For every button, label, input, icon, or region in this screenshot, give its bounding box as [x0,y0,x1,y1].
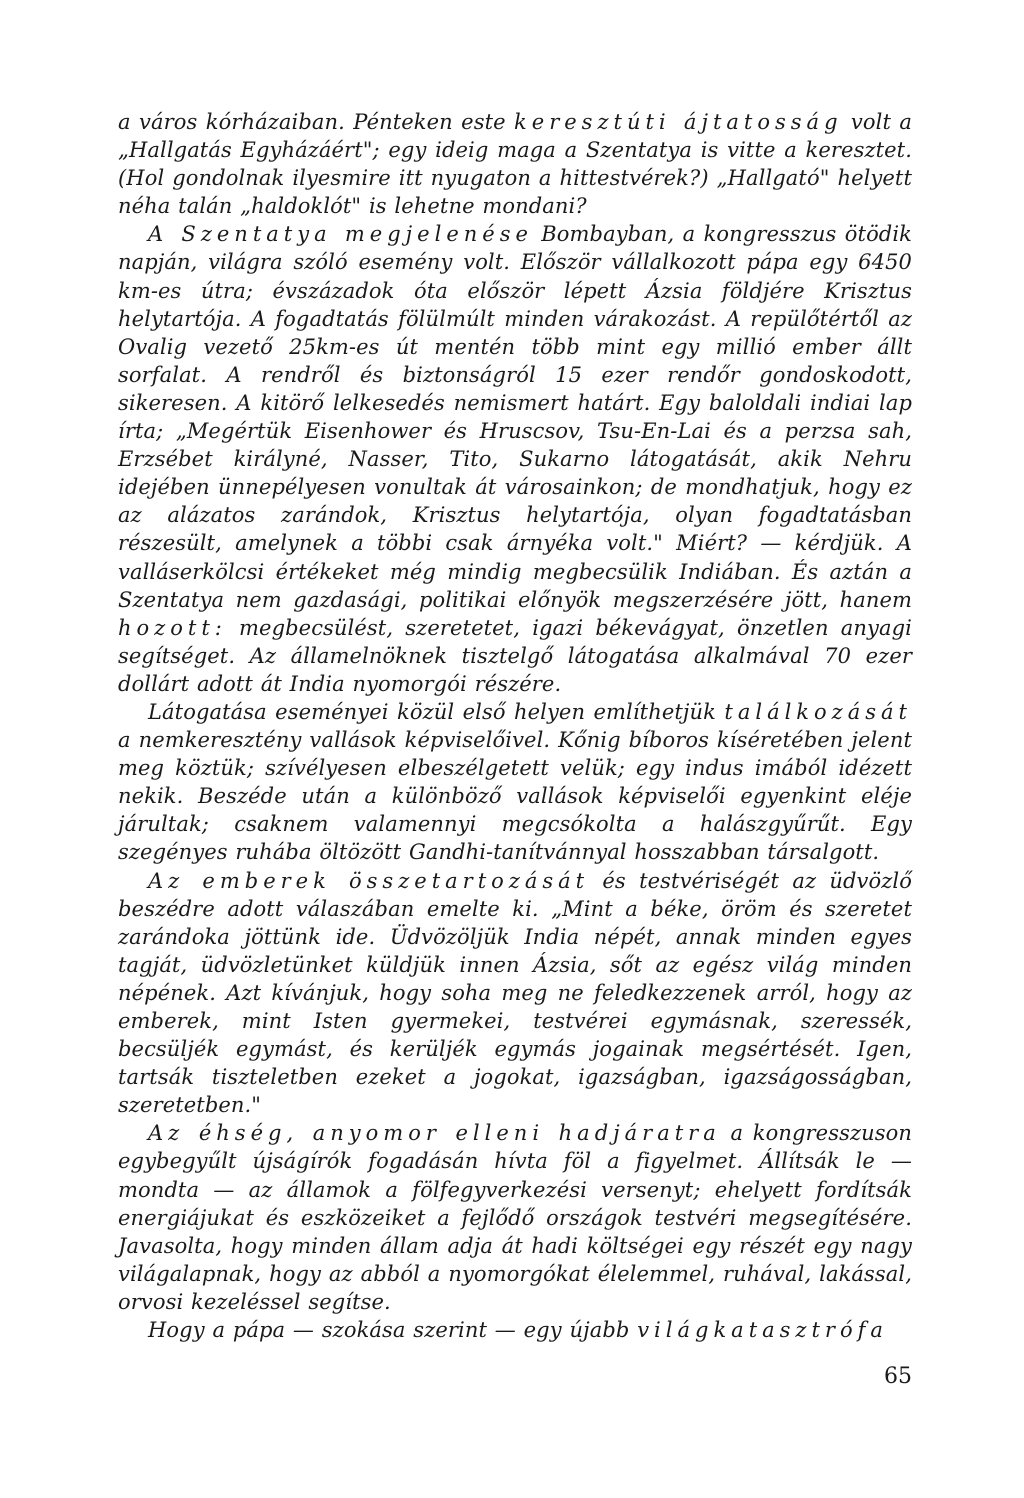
text-run: volt a „Hallgatás Egyházáért"; egy ideig maga a Szentatya is vitte a keresztet. (Hol gondolnak ilyesmire itt nyugaton a hittestvérek?) „Hallgató" helyett néha talán „haldoklót" is lehetne mondani? [118,110,912,219]
text-run: a kongresszuson egybegyűlt újságírók fogadásán hívta föl a figyelmet. Állítsák le — mondta — az államok a fölfegyverkezési versenyt; ehelyett fordítsák energiájukat és eszközeiket a fejlődő országok testvéri megsegítésére. Javasolta, hogy minden állam adja át hadi költségei egy részét egy nagy világalapnak, hogy az abból a nyomorgókat élelemmel, ruhával, lakással, orvosi kezeléssel segítse. [118,1121,912,1314]
spaced-emphasis: világkatasztrófa [637,1318,888,1343]
paragraph-5 [118,1119,912,1316]
paragraph-6 [118,1316,912,1344]
spaced-emphasis: hozott: [118,615,227,640]
spaced-emphasis: találkozását [724,699,912,724]
page-body [118,108,912,1344]
spaced-emphasis: Az emberek összetartozását [148,868,590,893]
page-number: 65 [884,1364,912,1389]
paragraph-2 [118,220,912,698]
text-run: a város kórházaiban. Pénteken este [118,110,515,134]
text-run: a nemkeresztény vallások képviselőivel. Kőnig bíboros kíséretében jelent meg köztük; szívélyesen elbeszélgetett velük; egy indus imából idézett nekik. Beszéde után a különböző vallások képviselői egyenkint eléje járultak; csaknem valamennyi megcsókolta a halászgyűrűt. Egy szegényes ruhába öltözött Gandhi-tanítvánnyal hosszabban társalgott. [118,728,912,865]
paragraph-1 [118,108,912,220]
text-run: megbecsülést, szeretetet, igazi békevágyat, önzetlen anyagi segítséget. Az államelnöknek tisztelgő látogatása alkalmával 70 ezer dollárt adott át India nyomorgói részére. [118,615,912,696]
text-run: Látogatása eseményei közül első helyen említhetjük [148,699,725,724]
text-run: Bombayban, a kongresszus ötödik napján, világra szóló esemény volt. Először vállalkozott pápa egy 6450 km-es útra; évszázadok óta először lépett Ázsia földjére Krisztus helytartója. A fogadtatás fölülmúlt minden várakozást. A repülőtértől az Ovalig vezető 25km-es út mentén több mint egy millió ember állt sorfalat. A rendről és biztonságról 15 ezer rendőr gondoskodott, sikeresen. A kitörő lelkesedés nemismert határt. Egy baloldali indiai lap írta; „Megértük Eisenhower és Hruscsov, Tsu-En-Lai és a perzsa sah, Erzsébet királyné, Nasser, Tito, Sukarno látogatását, akik Nehru idejében ünnepélyesen vonultak át városainkon; de mondhatjuk, hogy ez az alázatos zarándok, Krisztus helytartója, olyan fogadtatásban részesült, amelynek a többi csak árnyéka volt." Miért? — kérdjük. A valláserkölcsi értékeket még mindig megbecsülik Indiában. És aztán a Szentatya nem gazdasági, politikai előnyök megszerzésére jött, hanem [118,222,912,612]
spaced-emphasis: Az éhség, anyomor elleni hadjáratra [148,1121,721,1146]
spaced-emphasis: keresztúti ájtatosság [514,110,843,134]
paragraph-4 [118,867,912,1120]
spaced-emphasis: A Szentatya megjelenése [148,222,533,247]
text-run: és testvériségét az üdvözlő beszédre adott válaszában emelte ki. „Mint a béke, öröm és szeretet zarándoka jöttünk ide. Üdvözöljük India népét, annak minden egyes tagját, üdvözletünket küldjük innen Ázsia, sőt az egész világ minden népének. Azt kívánjuk, hogy soha meg ne feledkezzenek arról, hogy az emberek, mint Isten gyermekei, testvérei egymásnak, szeressék, becsüljék egymást, és kerüljék egymás jogainak megsértését. Igen, tartsák tiszteletben ezeket a jogokat, igazságban, igazságosságban, szeretetben." [118,868,912,1118]
paragraph-3 [118,698,912,867]
text-run: Hogy a pápa — szokása szerint — egy újabb [148,1318,638,1343]
